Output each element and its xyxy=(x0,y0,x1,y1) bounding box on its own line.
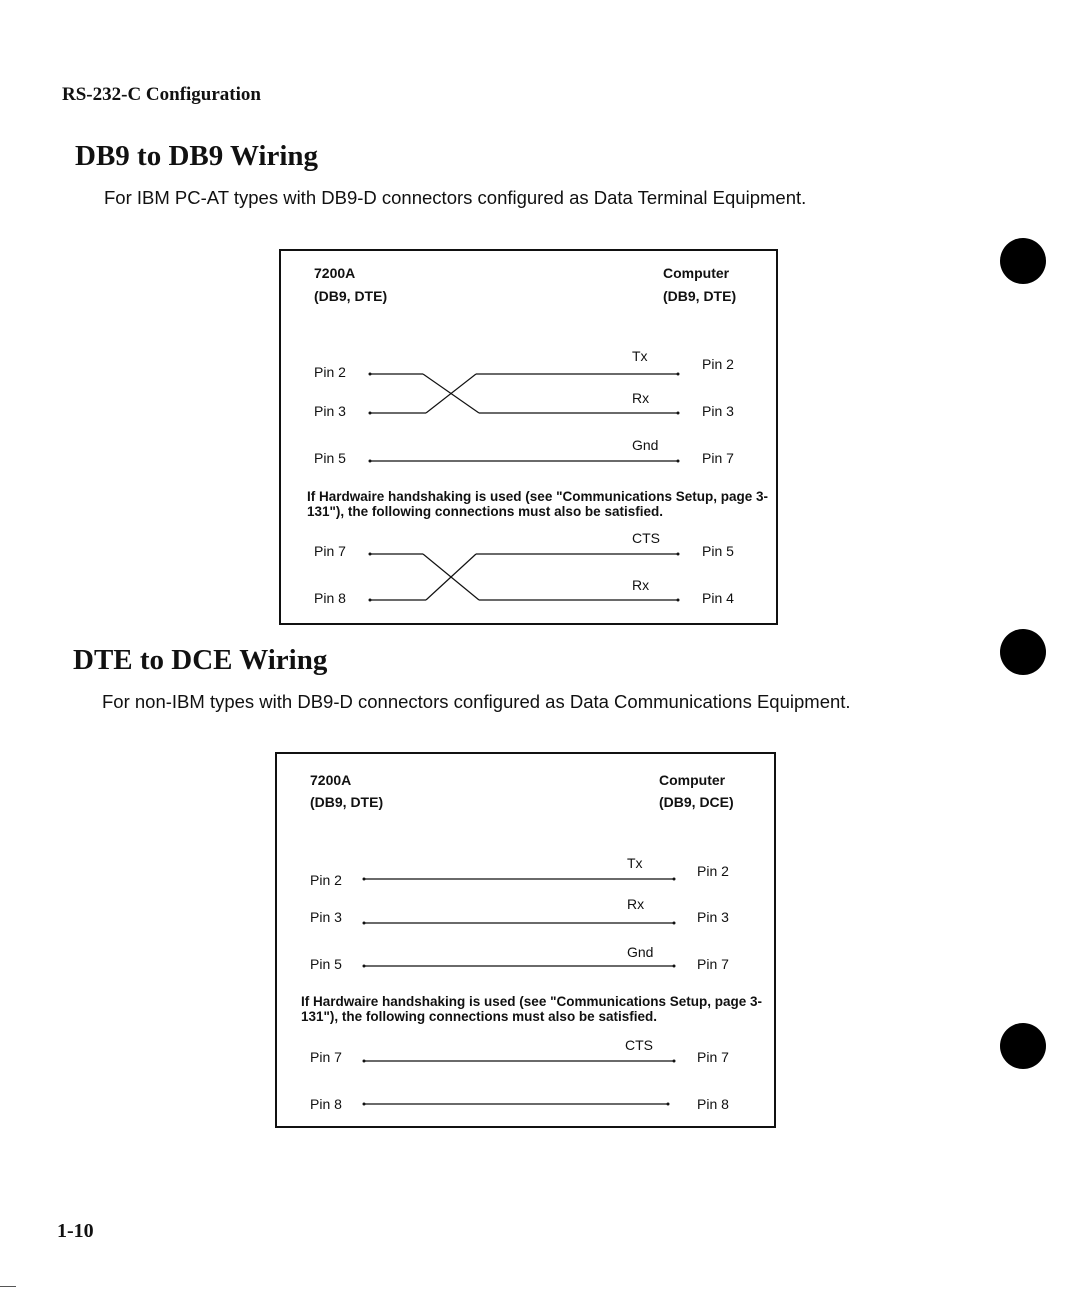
signal-label: Rx xyxy=(632,577,650,593)
left-pin-label: Pin 2 xyxy=(310,872,342,888)
right-pin-label: Pin 3 xyxy=(697,909,729,925)
wire-hw-cross-up xyxy=(426,554,476,600)
scan-edge-mark xyxy=(0,1286,16,1287)
right-device-type: (DB9, DCE) xyxy=(659,794,734,810)
right-pin-label: Pin 8 xyxy=(697,1096,729,1112)
right-pin-label: Pin 7 xyxy=(697,956,729,972)
left-pin-label: Pin 3 xyxy=(310,909,342,925)
left-pin-label: Pin 5 xyxy=(310,956,342,972)
wiring-diagram-dte-to-dce xyxy=(275,752,776,1128)
handshaking-note: If Hardwaire handshaking is used (see "Communications Setup, page 3-131"), the following connections must also be satisfied. xyxy=(307,489,769,519)
handshaking-note: If Hardwaire handshaking is used (see "Communications Setup, page 3-131"), the following connections must also be satisfied. xyxy=(301,994,763,1024)
right-pin-label: Pin 4 xyxy=(702,590,734,606)
right-pin-label: Pin 2 xyxy=(697,863,729,879)
binder-hole-mark xyxy=(1000,238,1046,284)
right-device-name: Computer xyxy=(663,265,730,281)
wiring-lines xyxy=(281,251,780,627)
signal-label: CTS xyxy=(625,1037,653,1053)
section-description-db9-to-db9: For IBM PC-AT types with DB9-D connectors configured as Data Terminal Equipment. xyxy=(104,187,807,208)
left-pin-label: Pin 7 xyxy=(310,1049,342,1065)
left-device-type: (DB9, DTE) xyxy=(310,794,384,810)
signal-label: Tx xyxy=(632,348,648,364)
right-device-type: (DB9, DTE) xyxy=(663,288,737,304)
left-pin-label: Pin 3 xyxy=(314,403,346,419)
right-pin-label: Pin 7 xyxy=(702,450,734,466)
left-pin-label: Pin 7 xyxy=(314,543,346,559)
signal-label: Gnd xyxy=(627,944,654,960)
right-pin-label: Pin 3 xyxy=(702,403,734,419)
page-number: 1-10 xyxy=(57,1220,94,1242)
right-device-name: Computer xyxy=(659,772,726,788)
section-title-db9-to-db9: DB9 to DB9 Wiring xyxy=(75,140,319,172)
signal-label: Gnd xyxy=(632,437,659,453)
running-head: RS-232-C Configuration xyxy=(62,84,261,105)
wiring-lines xyxy=(277,754,778,1130)
signal-label: Rx xyxy=(627,896,645,912)
binder-hole-mark xyxy=(1000,629,1046,675)
right-pin-label: Pin 2 xyxy=(702,356,734,372)
wire-cross-up xyxy=(426,374,476,413)
signal-label: Tx xyxy=(627,855,643,871)
right-pin-label: Pin 7 xyxy=(697,1049,729,1065)
left-device-name: 7200A xyxy=(314,265,356,281)
left-pin-label: Pin 8 xyxy=(310,1096,342,1112)
binder-hole-mark xyxy=(1000,1023,1046,1069)
left-pin-label: Pin 2 xyxy=(314,364,346,380)
section-title-dte-to-dce: DTE to DCE Wiring xyxy=(73,644,328,676)
signal-label: CTS xyxy=(632,530,660,546)
left-device-type: (DB9, DTE) xyxy=(314,288,388,304)
left-pin-label: Pin 8 xyxy=(314,590,346,606)
signal-label: Rx xyxy=(632,390,650,406)
right-pin-label: Pin 5 xyxy=(702,543,734,559)
section-description-dte-to-dce: For non-IBM types with DB9-D connectors configured as Data Communications Equipment. xyxy=(102,691,851,712)
wiring-diagram-db9-to-db9 xyxy=(279,249,778,625)
left-device-name: 7200A xyxy=(310,772,352,788)
left-pin-label: Pin 5 xyxy=(314,450,346,466)
